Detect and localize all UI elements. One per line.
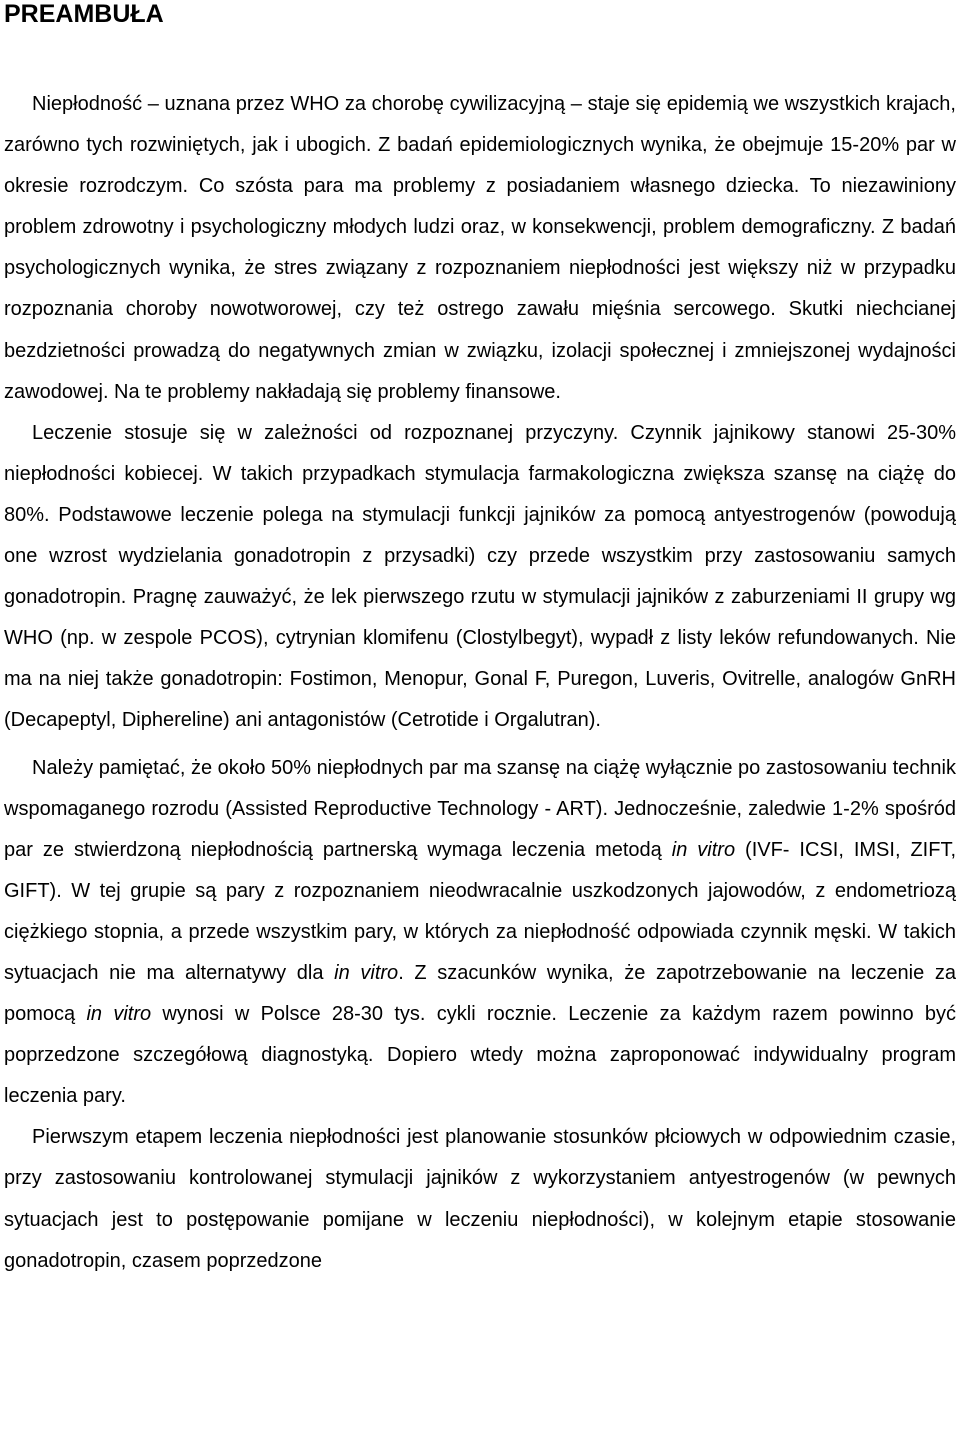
document-page — [4, 0, 956, 1282]
paragraph-3-text-b: (IVF- ICSI, IMSI, ZIFT, GIFT). W tej grupie są pary z rozpoznaniem nieodwracalnie uszkodzonych jajowodów, z endometriozą ciężkiego stopnia, a przede wszystkim pary, w których za niepłodność odpowiada czynnik męski. W takich sytuacjach nie ma alternatywy dla — [4, 838, 956, 984]
paragraph-3-text-d: wynosi w Polsce 28-30 tys. cykli rocznie. Leczenie za każdym razem powinno być poprzedzone szczegółową diagnostyką. Dopiero wtedy można zaproponować indywidualny program leczenia pary. — [4, 1003, 956, 1108]
paragraph-1-text: Niepłodność – uznana przez WHO za chorobę cywilizacyjną – staje się epidemią we wszystkich krajach, zarówno tych rozwiniętych, jak i ubogich. Z badań epidemiologicznych wynika, że obejmuje 15-20% par w okresie rozrodczym. Co szósta para ma problemy z posiadaniem własnego dziecka. To niezawiniony problem zdrowotny i psychologiczny młodych ludzi oraz, w konsekwencji, problem demograficzny. Z badań psychologicznych wynika, że stres związany z rozpoznaniem niepłodności jest większy niż w przypadku rozpoznania choroby nowotworowej, czy też ostrego zawału mięśnia sercowego. Skutki niechcianej bezdzietności prowadzą do negatywnych zmian w związku, izolacji społecznej i zmniejszonej wydajności zawodowej. Na te problemy nakładają się problemy finansowe. — [4, 93, 956, 403]
paragraph-4-text: Pierwszym etapem leczenia niepłodności jest planowanie stosunków płciowych w odpowiednim czasie, przy zastosowaniu kontrolowanej stymulacji jajników z wykorzystaniem antyestrogenów (w pewnych sytuacjach jest to postępowanie pomijane w leczeniu niepłodności), w kolejnym etapie stosowanie gonadotropin, czasem poprzedzone — [4, 1126, 956, 1272]
paragraph-1 — [4, 84, 956, 413]
paragraph-3-text-c: . Z szacunków wynika, że zapotrzebowanie na leczenie za pomocą — [4, 961, 957, 1026]
paragraph-2 — [4, 413, 956, 742]
paragraph-3-italic-a: in vitro — [671, 838, 736, 861]
paragraph-3 — [4, 748, 956, 1118]
paragraph-4 — [4, 1117, 956, 1281]
paragraph-3-italic-b: in vitro — [334, 961, 399, 984]
document-title: PREAMBUŁA — [4, 0, 164, 28]
paragraph-3-italic-c: in vitro — [86, 1003, 152, 1026]
paragraph-3-text-a: Należy pamiętać, że około 50% niepłodnych par ma szansę na ciążę wyłącznie po zastosowaniu technik wspomaganego rozrodu (Assisted Reproductive Technology - ART). Jednocześnie, zaledwie 1-2% spośród par ze stwierdzoną niepłodnością partnerską wymaga leczenia metodą — [4, 756, 956, 861]
document-body — [4, 84, 956, 1282]
paragraph-2-text: Leczenie stosuje się w zależności od rozpoznanej przyczyny. Czynnik jajnikowy stanowi 25-30% niepłodności kobiecej. W takich przypadkach stymulacja farmakologiczna zwiększa szansę na ciążę do 80%. Podstawowe leczenie polega na stymulacji funkcji jajników za pomocą antyestrogenów (powodują one wzrost wydzielania gonadotropin z przysadki) czy przede wszystkim przy zastosowaniu samych gonadotropin. Pragnę zauważyć, że lek pierwszego rzutu w stymulacji jajników z zaburzeniami II grupy wg WHO (np. w zespole PCOS), cytrynian klomifenu (Clostylbegyt), wypadł z listy leków refundowanych. Nie ma na niej także gonadotropin: Fostimon, Menopur, Gonal F, Puregon, Luveris, Ovitrelle, analogów GnRH (Decapeptyl, Diphereline) ani antagonistów (Cetrotide i Orgalutran). — [4, 421, 956, 732]
